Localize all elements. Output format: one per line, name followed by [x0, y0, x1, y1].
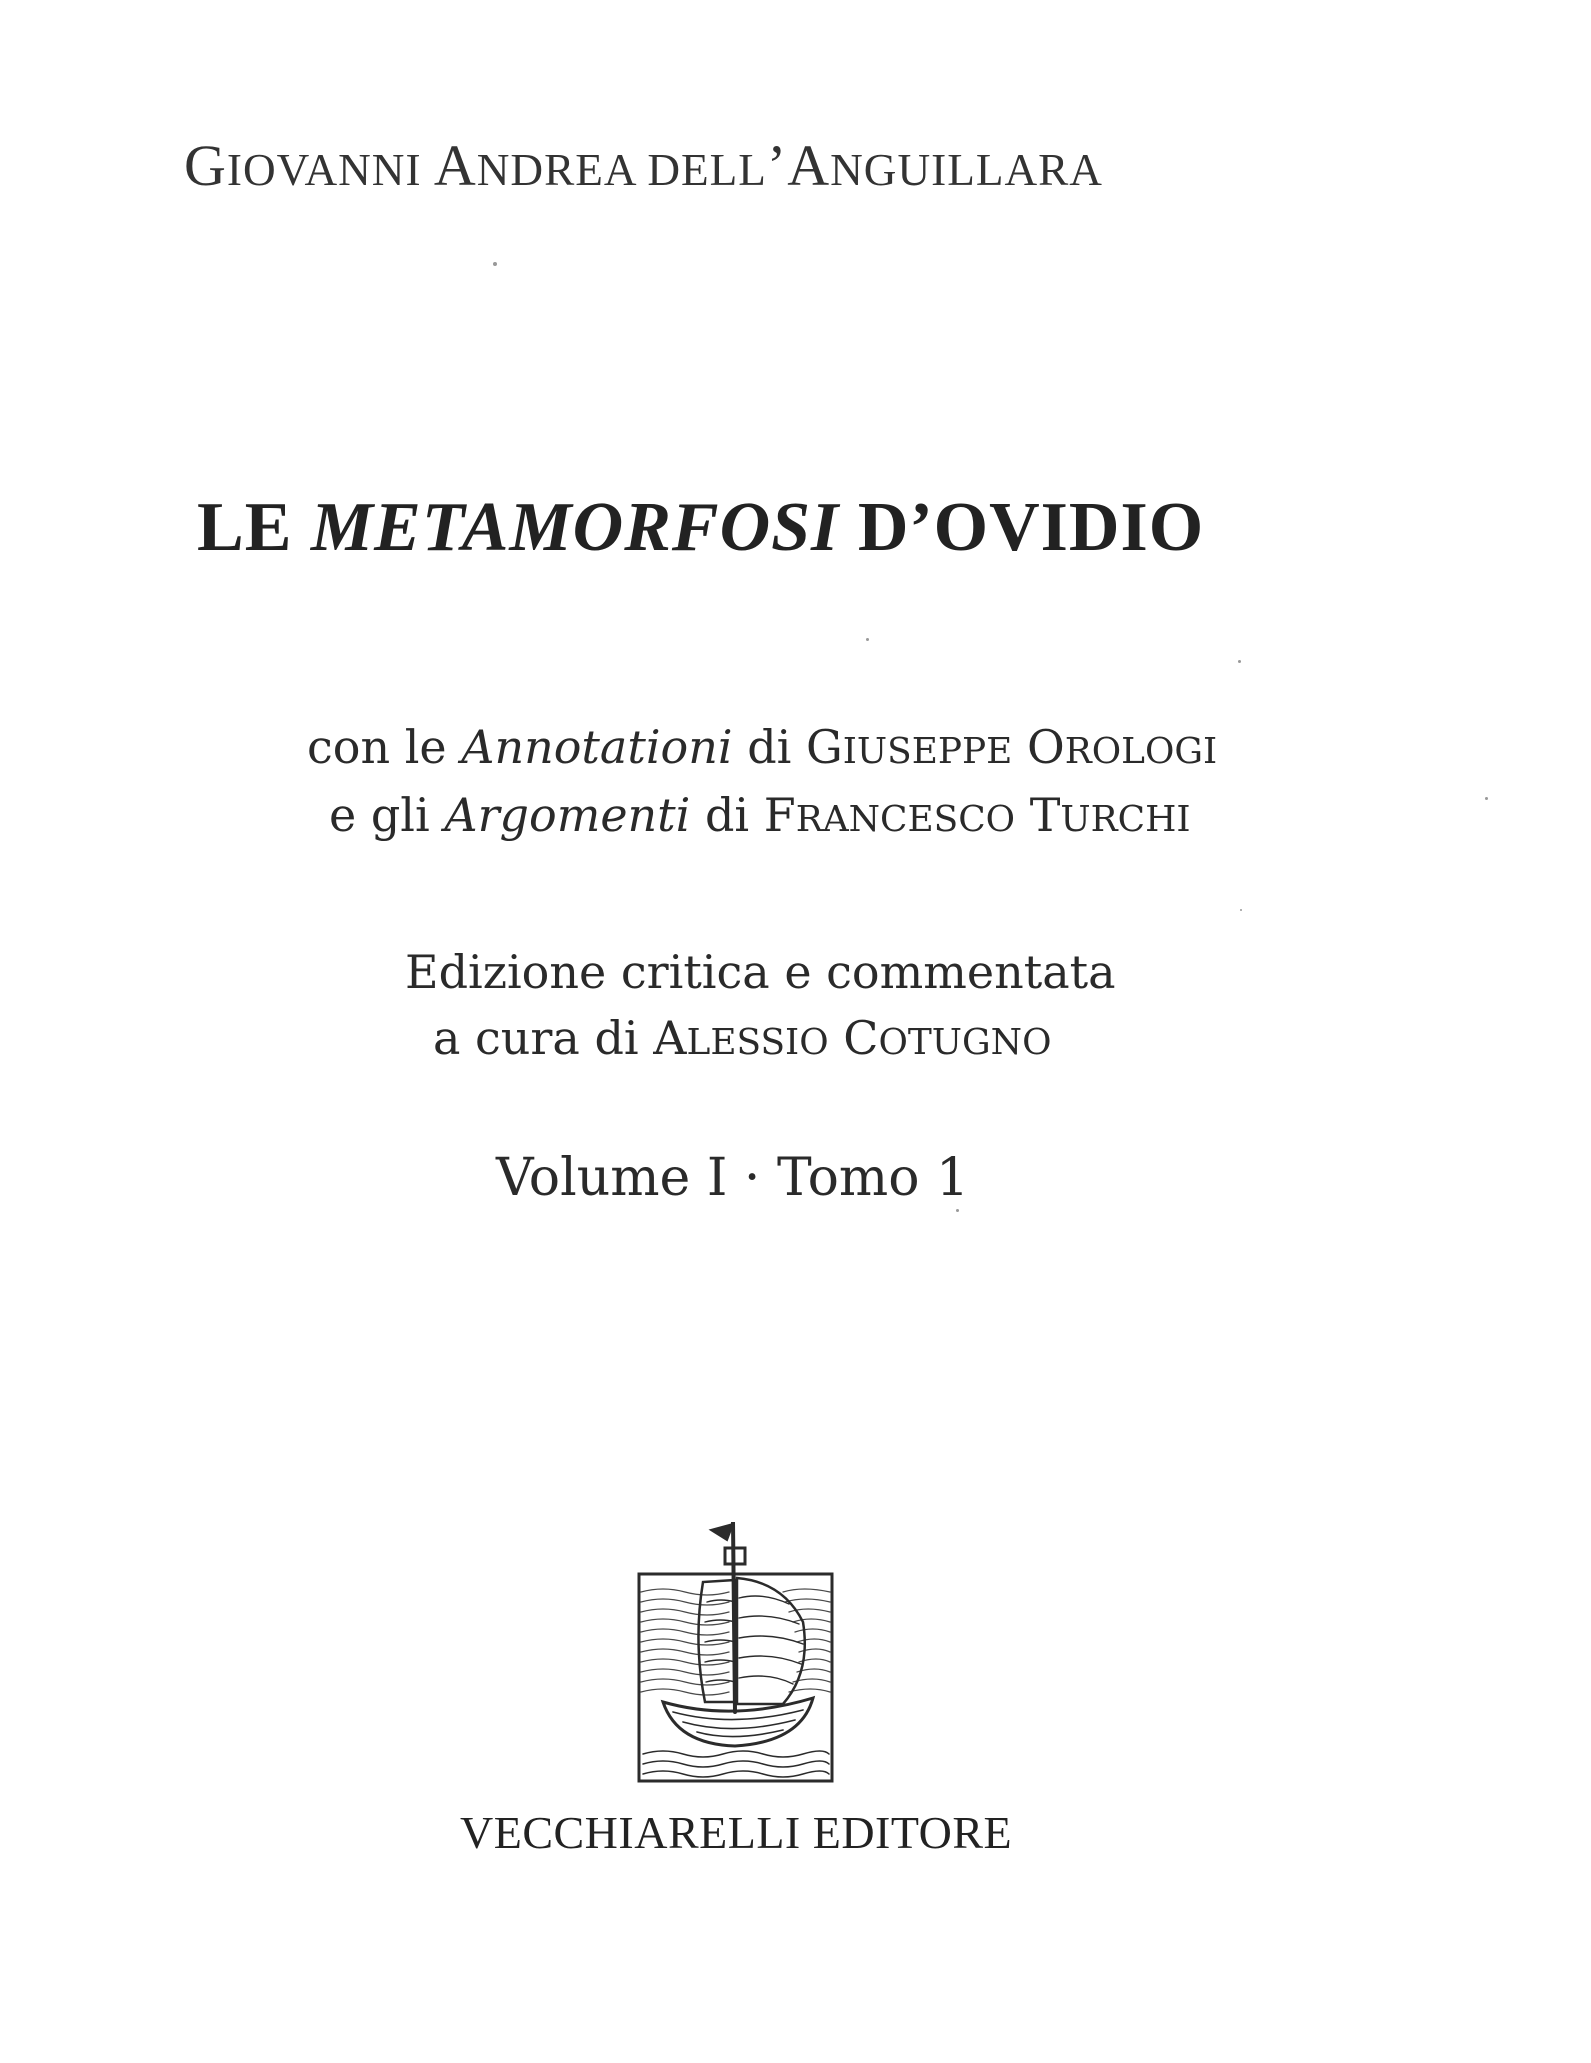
subtitle-annotations: con le Annotationi di GIUSEPPE OROLOGI [307, 720, 1218, 774]
publisher-name: VECCHIARELLI EDITORE [460, 1807, 1013, 1858]
scan-speck [493, 262, 497, 266]
scan-speck [1485, 797, 1488, 800]
ship-printers-mark-icon [633, 1522, 838, 1787]
scan-speck [866, 638, 869, 641]
scan-speck [956, 1209, 959, 1212]
subtitle-arguments: e gli Argomenti di FRANCESCO TURCHI [329, 788, 1191, 842]
editor-line: a cura di ALESSIO COTUGNO [433, 1011, 1052, 1065]
scan-speck [1238, 660, 1241, 663]
edition-line: Edizione critica e commentata [405, 945, 1116, 999]
author-name: GIOVANNI ANDREA DELL’ANGUILLARA [184, 133, 1103, 198]
scan-speck [1240, 909, 1242, 911]
book-title: LE METAMORFOSI D’OVIDIO [197, 489, 1205, 566]
volume-label: Volume I · Tomo 1 [496, 1148, 970, 1208]
